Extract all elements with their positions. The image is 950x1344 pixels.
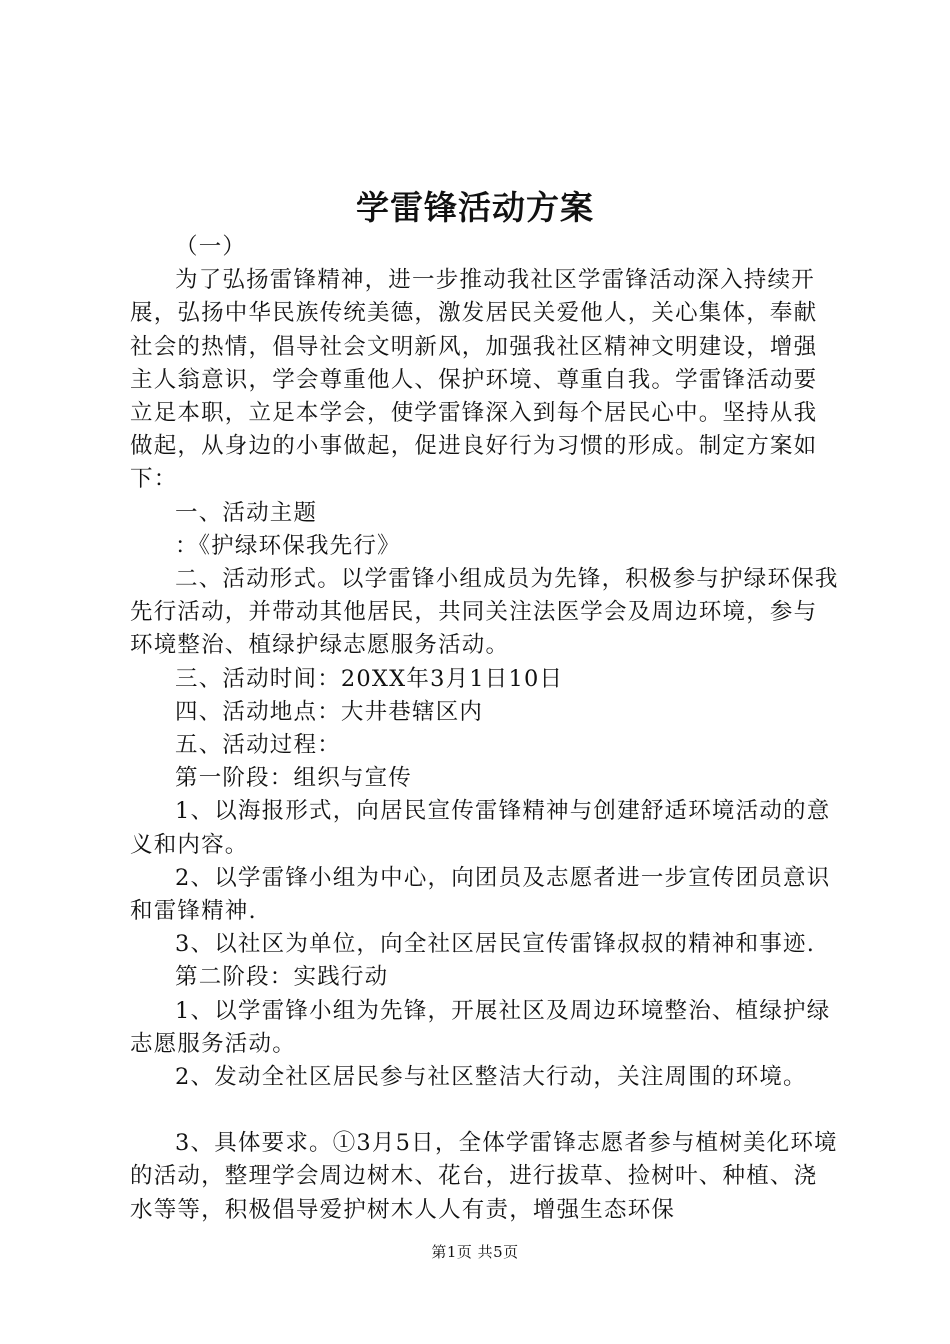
document-title: 学雷锋活动方案 [356, 188, 594, 227]
document-body [130, 231, 840, 1227]
list-item: 1、以海报形式，向居民宣传雷锋精神与创建舒适环境活动的意义和内容。 [130, 798, 831, 858]
list-item: 2、以学雷锋小组为中心，向团员及志愿者进一步宣传团员意识和雷锋精神. [130, 864, 831, 925]
paragraph-form: 二、活动形式。以学雷锋小组成员为先锋，积极参与护绿环保我先行活动，并带动其他居民，共同关注法医学会及周边环境，参与环境整治、植绿护绿志愿服务活动。 [130, 566, 839, 659]
theme-text: ：《护绿环保我先行》 [175, 532, 401, 559]
paragraph-time: 三、活动时间：20XX年3月1日10日 [175, 665, 564, 692]
page-footer: 第1页 共5页 [431, 1243, 519, 1261]
heading-process: 五、活动过程： [175, 732, 341, 759]
section-number: （一） [175, 234, 247, 260]
list-item: 3、以社区为单位，向全社区居民宣传雷锋叔叔的精神和事迹. [175, 931, 816, 958]
list-item: 3、具体要求。①3月5日，全体学雷锋志愿者参与植树美化环境的活动，整理学会周边树木、花台，进行拔草、捡树叶、种植、浇水等等，积极倡导爱护树木人人有责，增强生态环保 [130, 1130, 838, 1223]
list-item: 1、以学雷锋小组为先锋，开展社区及周边环境整治、植绿护绿志愿服务活动。 [130, 997, 831, 1057]
paragraph-location: 四、活动地点：大井巷辖区内 [175, 698, 484, 725]
intro-paragraph: 为了弘扬雷锋精神，进一步推动我社区学雷锋活动深入持续开展，弘扬中华民族传统美德，激发居民关爱他人，关心集体，奉献社会的热情，倡导社会文明新风，加强我社区精神文明建设，增强主人翁意识，学会尊重他人、保护环境、尊重自我。学雷锋活动要立足本职，立足本学会，使学雷锋深入到每个居民心中。坚持从我做起，从身边的小事做起，促进良好行为习惯的形成。制定方案如下： [130, 267, 818, 493]
heading-stage-one: 第一阶段：组织与宣传 [175, 765, 413, 792]
heading-theme: 一、活动主题 [175, 499, 318, 526]
list-item: 2、发动全社区居民参与社区整洁大行动，关注周围的环境。 [175, 1064, 807, 1091]
heading-stage-two: 第二阶段：实践行动 [175, 964, 389, 991]
